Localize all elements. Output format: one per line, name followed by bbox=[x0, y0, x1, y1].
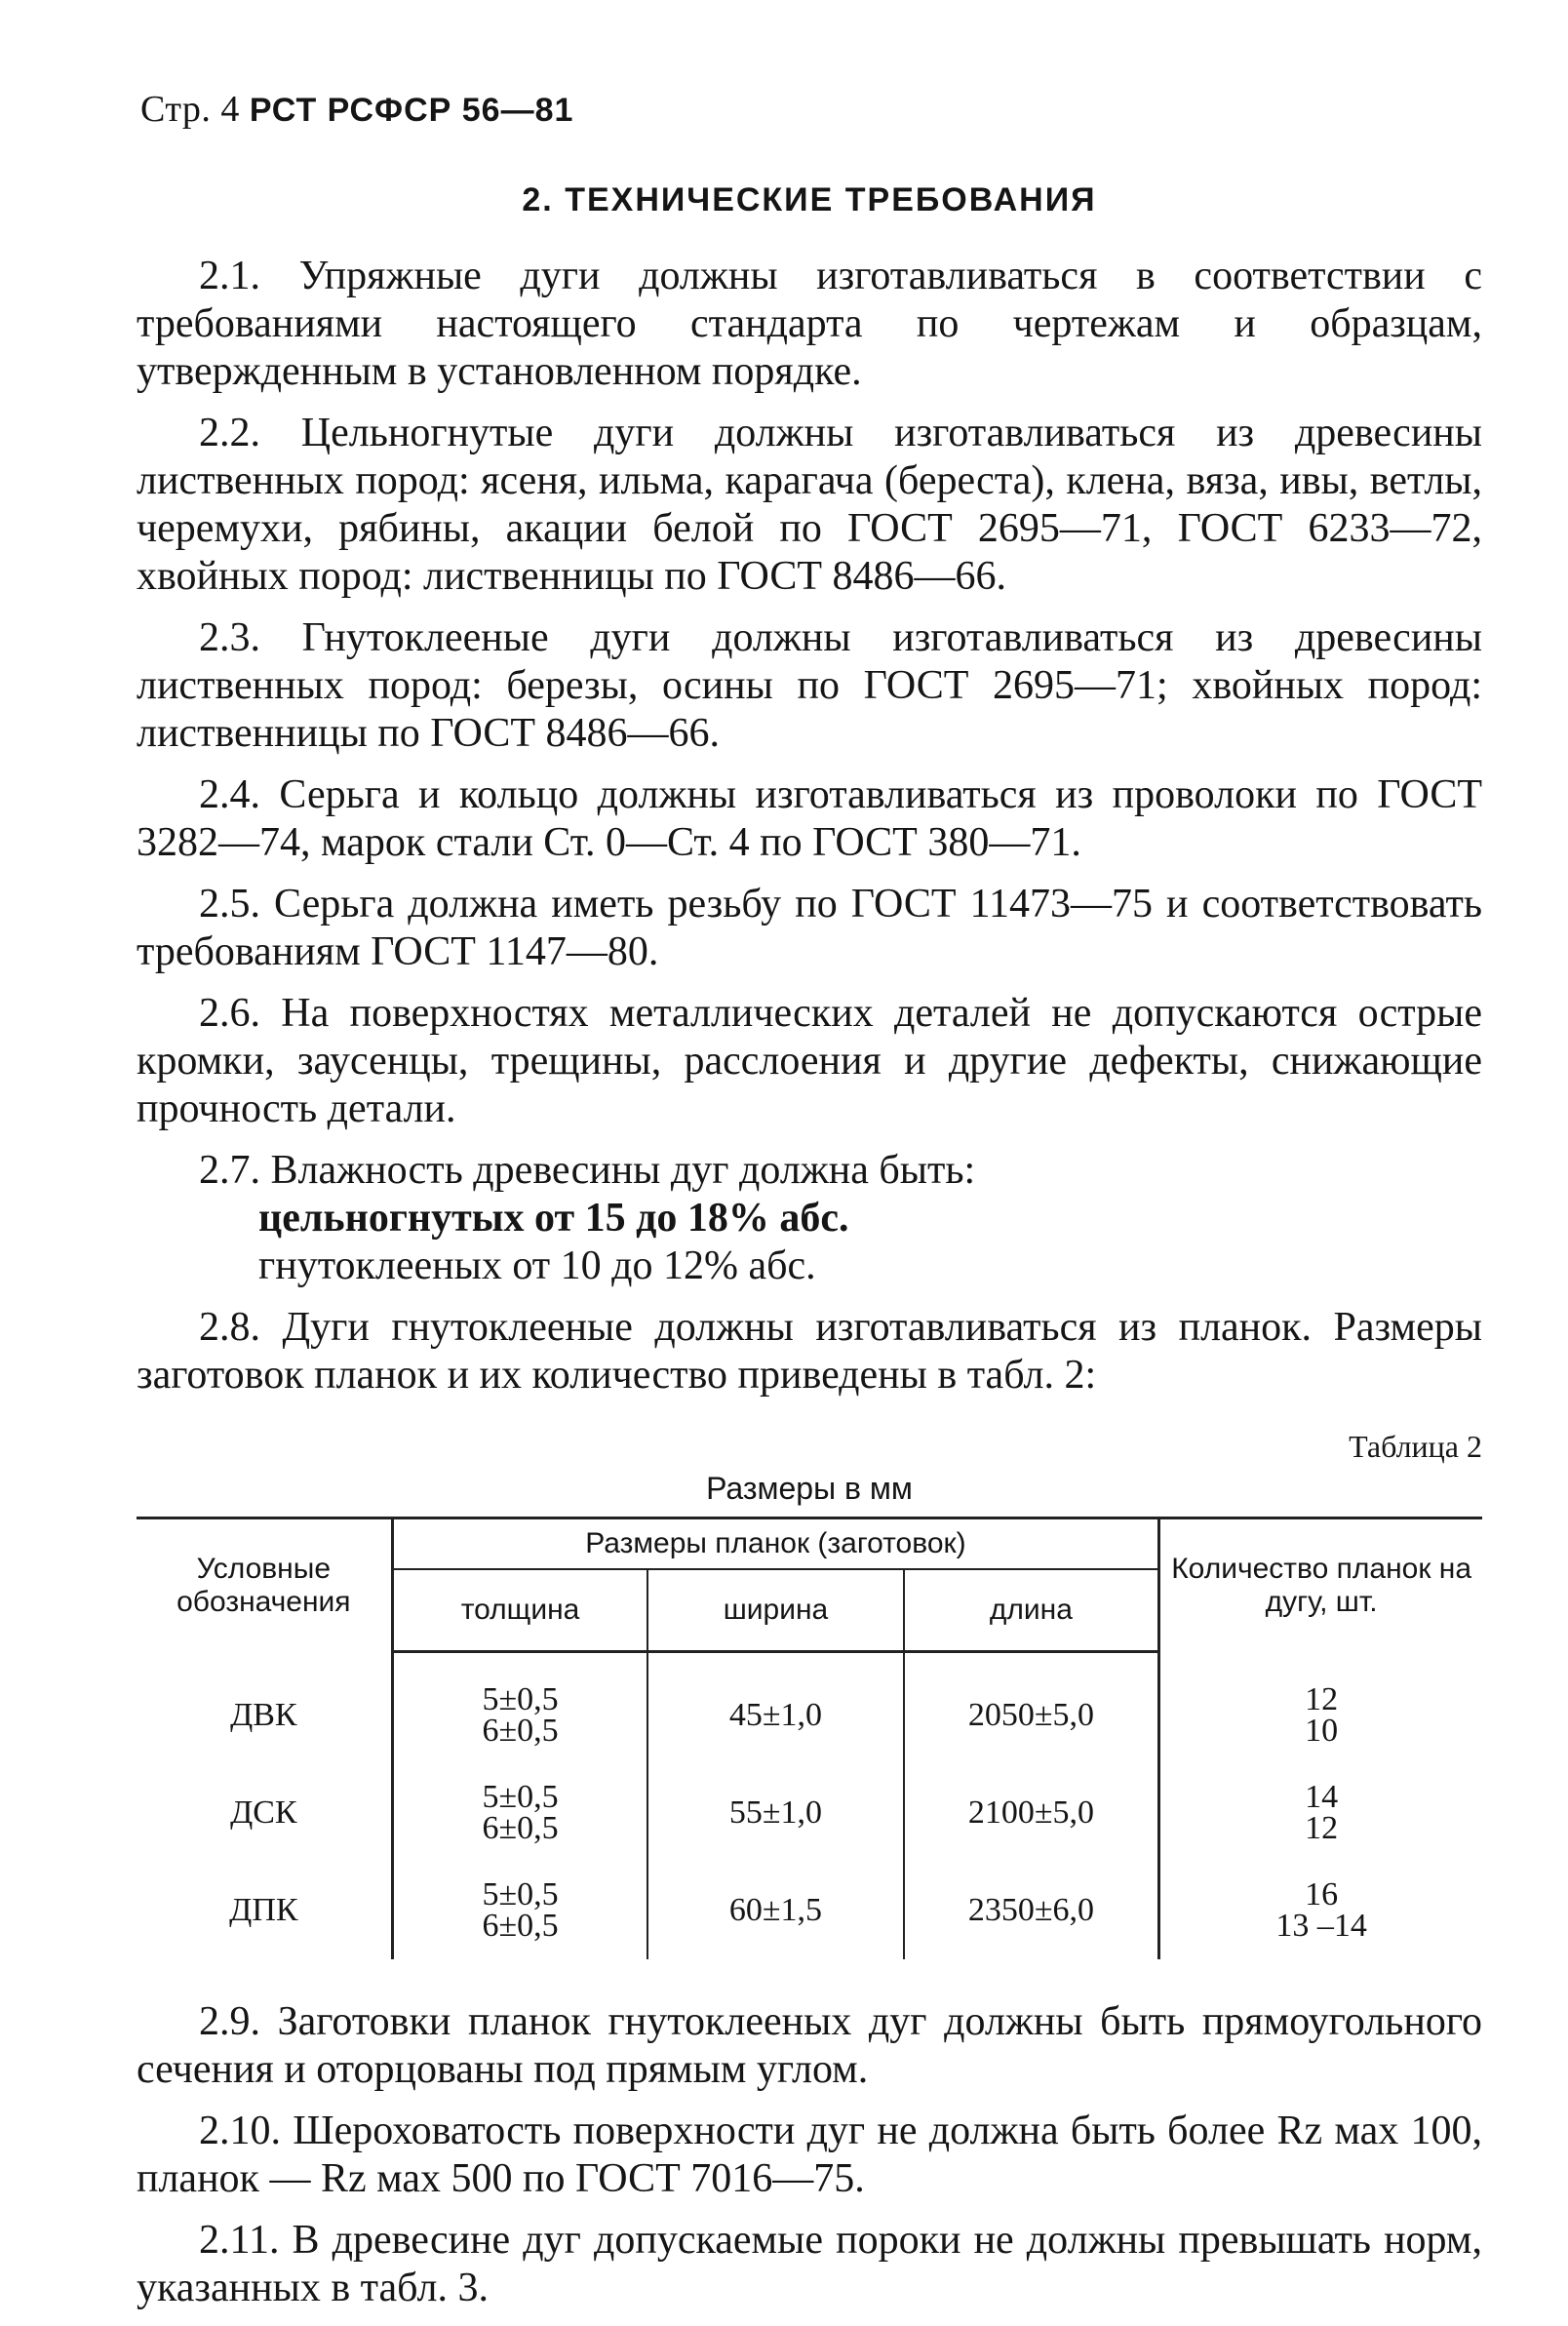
thickness-value: 6±0,5 bbox=[482, 1908, 559, 1944]
row-thickness bbox=[392, 1862, 647, 1959]
quantity-value: 10 bbox=[1305, 1713, 1339, 1749]
paragraph-2-11: 2.11. В древесине дуг допускаемые пороки не должны превышать норм, указанных в табл. 3. bbox=[137, 2218, 1482, 2310]
table-units: Размеры в мм bbox=[706, 1471, 913, 1506]
row-quantity bbox=[1159, 1862, 1482, 1959]
quantity-value: 12 bbox=[1305, 1681, 1339, 1717]
header-sizes-group: Размеры планок (заготовок) bbox=[392, 1518, 1159, 1570]
quantity-value: 16 bbox=[1305, 1876, 1339, 1912]
page-number: Стр. 4 bbox=[140, 89, 240, 130]
quantity-value: 14 bbox=[1305, 1779, 1339, 1815]
row-width: 60±1,5 bbox=[647, 1862, 903, 1959]
row-length: 2100±5,0 bbox=[904, 1764, 1159, 1862]
row-quantity bbox=[1159, 1667, 1482, 1764]
moisture-solid-bent: цельногнутых от 15 до 18% абс. bbox=[258, 1196, 849, 1241]
header-designation: Условные обозначения bbox=[137, 1518, 392, 1652]
header-thickness: толщина bbox=[392, 1569, 647, 1652]
row-width: 55±1,0 bbox=[647, 1764, 903, 1862]
row-thickness bbox=[392, 1667, 647, 1764]
thickness-value: 5±0,5 bbox=[482, 1779, 559, 1815]
row-code: ДВК bbox=[230, 1697, 297, 1733]
row-length: 2050±5,0 bbox=[904, 1667, 1159, 1764]
blank-sizes-table bbox=[137, 1517, 1482, 1959]
row-length: 2350±6,0 bbox=[904, 1862, 1159, 1959]
moisture-glued: гнутоклееных от 10 до 12% абс. bbox=[258, 1243, 816, 1288]
header-quantity: Количество планок на дугу, шт. bbox=[1159, 1518, 1482, 1652]
paragraph-2-3: 2.3. Гнутоклееные дуги должны изготавливаться из древесины лиственных пород: березы, осины по ГОСТ 2695—71; хвойных пород: лиственницы по ГОСТ 8486—66. bbox=[137, 615, 1482, 756]
quantity-value: 12 bbox=[1305, 1810, 1339, 1846]
paragraph-2-10: 2.10. Шероховатость поверхности дуг не должна быть более Rz мах 100, планок — Rz мах 500 по ГОСТ 7016—75. bbox=[137, 2109, 1482, 2201]
paragraph-2-2: 2.2. Цельногнутые дуги должны изготавливаться из древесины лиственных пород: ясеня, ильма, карагача (береста), клена, вяза, ивы, ветлы, черемухи, рябины, акации белой по ГОСТ 2695—71, ГОСТ 6233—72, хвойных пород: лиственницы по ГОСТ 8486—66. bbox=[137, 411, 1482, 599]
paragraph-2-8: 2.8. Дуги гнутоклееные должны изготавливаться из планок. Размеры заготовок планок и их количество приведены в табл. 2: bbox=[137, 1305, 1482, 1398]
thickness-value: 6±0,5 bbox=[482, 1810, 559, 1846]
table-row bbox=[137, 1862, 1482, 1959]
thickness-value: 5±0,5 bbox=[482, 1681, 559, 1717]
section-title: 2. ТЕХНИЧЕСКИЕ ТРЕБОВАНИЯ bbox=[522, 181, 1097, 218]
quantity-value: 13 –14 bbox=[1275, 1908, 1367, 1944]
paragraph-2-5: 2.5. Серьга должна иметь резьбу по ГОСТ 11473—75 и соответствовать требованиям ГОСТ 1147—80. bbox=[137, 882, 1482, 974]
paragraph-2-6: 2.6. На поверхностях металлических деталей не допускаются острые кромки, заусенцы, трещины, расслоения и другие дефекты, снижающие прочность детали. bbox=[137, 991, 1482, 1131]
standard-code: РСТ РСФСР 56—81 bbox=[249, 92, 574, 129]
paragraph-2-4: 2.4. Серьга и кольцо должны изготавливаться из проволоки по ГОСТ 3282—74, марок стали Ст. 0—Ст. 4 по ГОСТ 380—71. bbox=[137, 772, 1482, 865]
paragraph-2-7: 2.7. Влажность древесины дуг должна быть: bbox=[199, 1148, 976, 1193]
thickness-value: 6±0,5 bbox=[482, 1713, 559, 1749]
thickness-value: 5±0,5 bbox=[482, 1876, 559, 1912]
row-width: 45±1,0 bbox=[647, 1667, 903, 1764]
table-row bbox=[137, 1764, 1482, 1862]
document-page bbox=[137, 88, 1482, 2326]
header-width: ширина bbox=[647, 1569, 903, 1652]
row-quantity bbox=[1159, 1764, 1482, 1862]
paragraph-2-9: 2.9. Заготовки планок гнутоклееных дуг должны быть прямоугольного сечения и оторцованы под прямым углом. bbox=[137, 1999, 1482, 2092]
row-thickness bbox=[392, 1764, 647, 1862]
page-header bbox=[140, 88, 1482, 131]
table-row bbox=[137, 1667, 1482, 1764]
header-length: длина bbox=[904, 1569, 1159, 1652]
row-code: ДСК bbox=[230, 1794, 297, 1831]
paragraph-2-1: 2.1. Упряжные дуги должны изготавливаться в соответствии с требованиями настоящего стандарта по чертежам и образцам, утвержденным в установленном порядке. bbox=[137, 254, 1482, 394]
row-code: ДПК bbox=[229, 1892, 298, 1928]
table-caption: Таблица 2 bbox=[1349, 1429, 1482, 1464]
